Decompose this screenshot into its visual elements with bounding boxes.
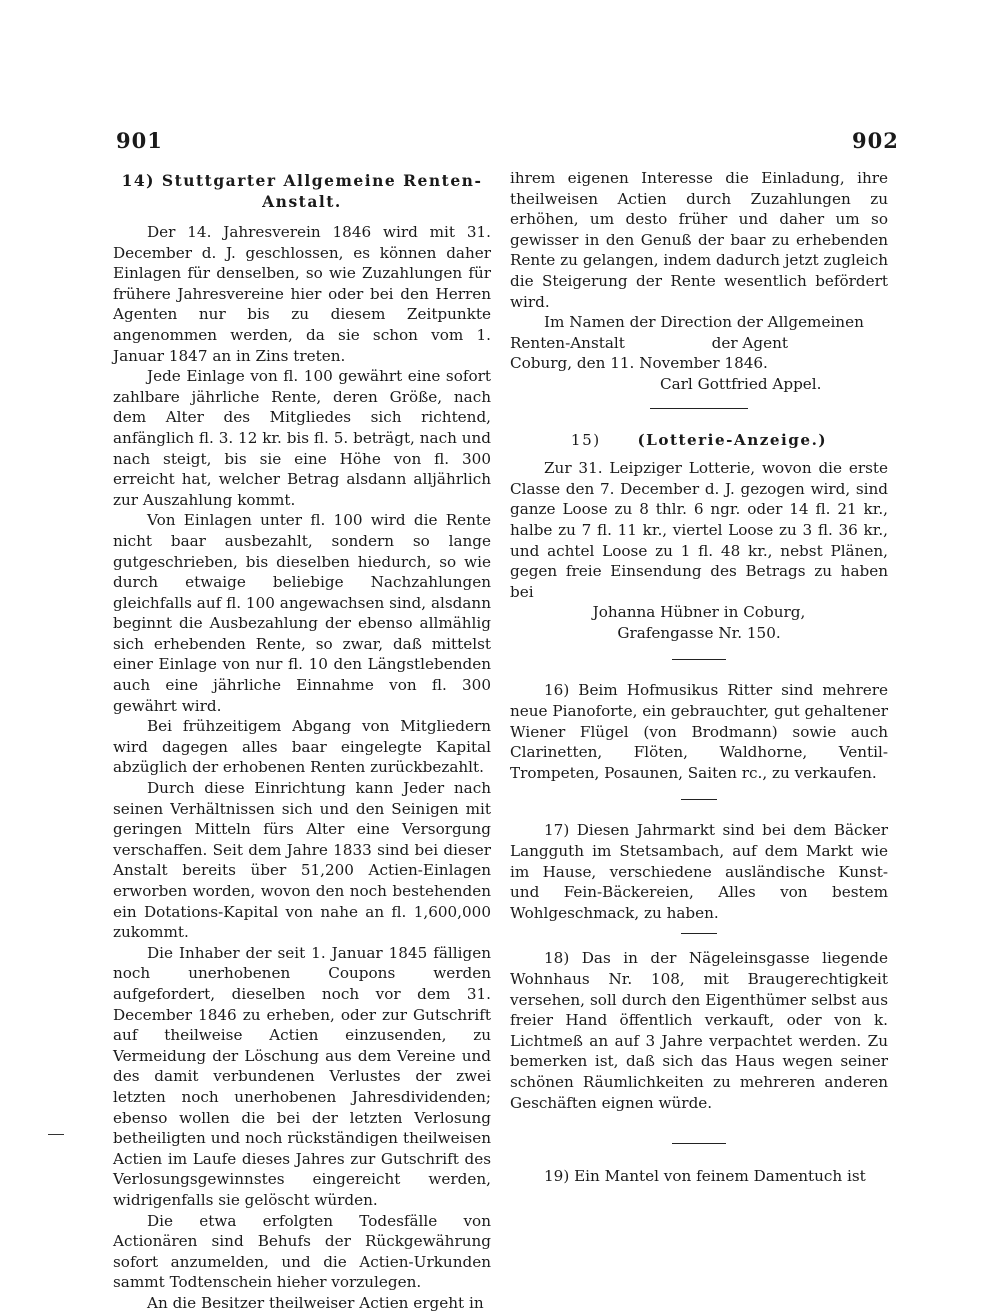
section-divider bbox=[681, 799, 717, 800]
item16-text: 16) Beim Hofmusikus Ritter sind mehrere neue Pianoforte, ein gebrauchter, gut gehaltener Wiener Flügel (von Brodmann) sowie auch Clarinetten, Flöten, Waldhorne, Ventil-Trompeten, Posaunen, Saiten rc., zu verkaufen. bbox=[510, 681, 888, 782]
item14-continuation: ihrem eigenen Interesse die Einladung, ihre theilweisen Actien durch Zuzahlungen zu erhöhen, um desto früher und daher um so gewisser in den Genuß der baar zu erhebenden Rente zu gelangen, indem dadurch jetzt zugleich die Steigerung der Rente wesentlich befördert wird. bbox=[510, 169, 888, 311]
item15-heading bbox=[510, 430, 888, 451]
page-number-left: 901 bbox=[116, 128, 163, 153]
section-divider bbox=[650, 408, 748, 409]
item14-paragraph-8: An die Besitzer theilweiser Actien ergeht in bbox=[147, 1293, 484, 1312]
section-divider bbox=[681, 933, 717, 934]
right-column bbox=[510, 168, 888, 1187]
item14-paragraph-2: Jede Einlage von fl. 100 gewährt eine sofort zahlbare jährliche Rente, deren Größe, nach dem Alter des Mitgliedes sich richtend, anfänglich fl. 3. 12 kr. bis fl. 5. beträgt, nach und nach steigt, bis sie eine Höhe von fl. 300 erreicht hat, welcher Betrag alsdann alljährlich zur Auszahlung kommt. bbox=[113, 367, 491, 509]
signature-institution: Renten-Anstalt bbox=[510, 333, 625, 352]
item15-address: Grafengasse Nr. 150. bbox=[617, 623, 781, 642]
item19-text: 19) Ein Mantel von feinem Damentuch ist bbox=[544, 1167, 866, 1186]
signature-line-2 bbox=[510, 333, 888, 354]
item14-paragraph-1: Der 14. Jahresverein 1846 wird mit 31. December d. J. geschlossen, es können daher Einlagen für denselben, so wie Zuzahlungen für frühere Jahresvereine hier oder bei den Herren Agenten nur bis zu diesem Zeitpunkte angenommen werden, da sie schon vom 1. Januar 1847 an in Zins treten. bbox=[113, 223, 491, 365]
page-number-right: 902 bbox=[852, 128, 899, 153]
item15-number: 15) bbox=[570, 430, 601, 449]
left-column bbox=[113, 168, 491, 1313]
margin-mark bbox=[48, 1134, 64, 1135]
signature-name: Carl Gottfried Appel. bbox=[660, 374, 822, 393]
item14-paragraph-7: Die etwa erfolgten Todesfälle von Actionären sind Behufs der Rückgewährung sofort anzumelden, und die Actien-Urkunden sammt Todtenschein hieher vorzulegen. bbox=[113, 1211, 491, 1292]
item14-heading: 14) Stuttgarter Allgemeine Renten-Anstalt. bbox=[121, 171, 483, 211]
item17-text: 17) Diesen Jahrmarkt sind bei dem Bäcker Langguth im Stetsambach, auf dem Markt wie im Hause, verschiedene ausländische Kunst- und Fein-Bäckereien, Alles von bestem Wohlgeschmack, zu haben. bbox=[510, 821, 888, 922]
item14-paragraph-3: Von Einlagen unter fl. 100 wird die Rente nicht baar ausbezahlt, sondern so lange gutgeschrieben, bis dieselben hiedurch, so wie durch etwaige beliebige Nachzahlungen gleichfalls auf fl. 100 angewachsen sind, alsdann beginnt die Ausbezahlung der ebenso allmählig sich erhebenden Rente, so zwar, daß mittelst einer Einlage von nur fl. 10 den Längstlebenden auch eine jährliche Einnahme von fl. 300 gewährt wird. bbox=[113, 511, 491, 715]
item14-paragraph-6: Die Inhaber der seit 1. Januar 1845 fälligen noch unerhobenen Coupons werden aufgefordert, dieselben noch vor dem 31. December 1846 zu erheben, oder zur Gutschrift auf theilweise Actien einzusenden, zu Vermeidung der Löschung aus dem Vereine und des damit verbundenen Verlustes der zwei letzten noch unerhobenen Jahresdividenden; ebenso wollen die bei der letzten Verlosung betheiligten und noch rückständigen theilweisen Actien im Laufe dieses Jahres zur Gutschrift des Verlosungsgewinnstes eingereicht werden, widrigenfalls sie gelöscht würden. bbox=[113, 943, 491, 1209]
item15-title: (Lotterie-Anzeige.) bbox=[637, 430, 828, 449]
item15-vendor: Johanna Hübner in Coburg, bbox=[592, 603, 806, 622]
signature-agent-label: der Agent bbox=[711, 333, 788, 352]
item14-paragraph-4: Bei frühzeitigem Abgang von Mitgliedern wird dagegen alles baar eingelegte Kapital abzüglich der erhobenen Renten zurückbezahlt. bbox=[113, 717, 491, 777]
item14-paragraph-5: Durch diese Einrichtung kann Jeder nach seinen Verhältnissen sich und den Seinigen mit geringen Mitteln fürs Alter eine Versorgung verschaffen. Seit dem Jahre 1833 sind bei dieser Anstalt bereits über 51,200 Actien-Einlagen erworben worden, wovon den noch bestehenden ein Dotations-Kapital von nahe an fl. 1,600,000 zukommt. bbox=[113, 779, 491, 942]
section-divider bbox=[672, 659, 726, 660]
signature-place-date: Coburg, den 11. November 1846. bbox=[510, 354, 768, 373]
item15-text: Zur 31. Leipziger Lotterie, wovon die erste Classe den 7. December d. J. gezogen wird, sind ganze Loose zu 8 thlr. 6 ngr. oder 14 fl. 21 kr., halbe zu 7 fl. 11 kr., viertel Loose zu 3 fl. 36 kr., und achtel Loose zu 1 fl. 48 kr., nebst Plänen, gegen freie Einsendung des Betrags zu haben bei bbox=[510, 459, 888, 601]
section-divider bbox=[672, 1143, 726, 1144]
item18-text: 18) Das in der Nägeleinsgasse liegende Wohnhaus Nr. 108, mit Braugerechtigkeit versehen, soll durch den Eigenthümer selbst aus freier Hand öffentlich verkauft, oder von k. Lichtmeß an auf 3 Jahre verpachtet werden. Zu bemerken ist, daß sich das Haus wegen seiner schönen Räumlichkeiten zu mehreren anderen Geschäften eignen würde. bbox=[510, 949, 888, 1112]
signature-line-1: Im Namen der Direction der Allgemeinen bbox=[544, 313, 864, 332]
